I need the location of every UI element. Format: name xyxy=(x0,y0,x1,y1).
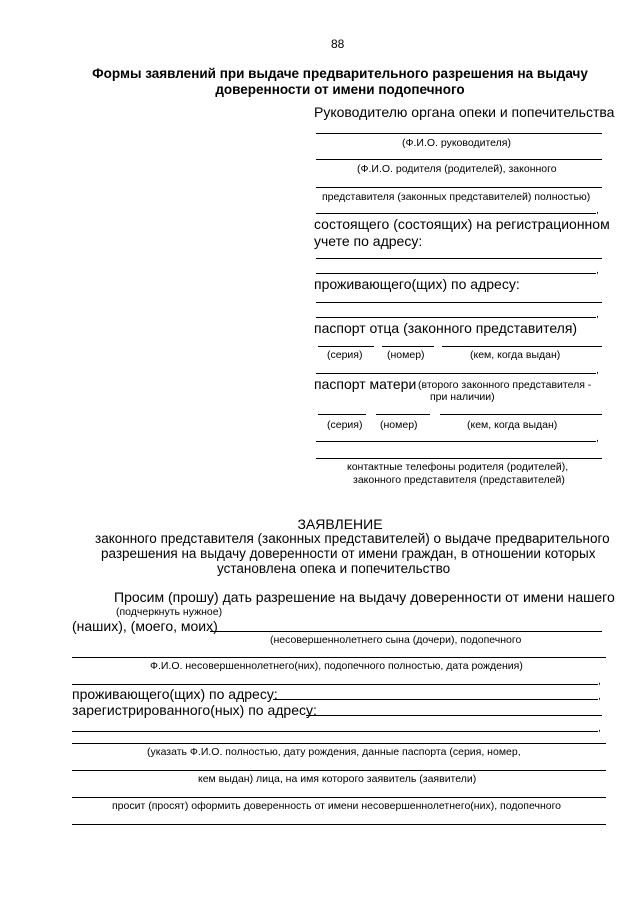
page-number: 88 xyxy=(331,37,345,51)
mother-issued-line[interactable] xyxy=(440,414,602,415)
statement-sub-2: разрешения на выдачу доверенности от имени граждан, в отношении которых xyxy=(101,546,596,561)
statement-registered-line[interactable] xyxy=(306,715,602,716)
comma: , xyxy=(598,690,601,702)
person-line-1[interactable] xyxy=(72,743,606,744)
phones-hint-2: законного представителя (представителей) xyxy=(353,474,565,486)
comma: , xyxy=(596,308,599,320)
hint-person-2: кем выдан) лица, на имя которого заявитель (заявители) xyxy=(198,773,477,785)
director-name-line[interactable] xyxy=(316,133,602,134)
registered-address-line-2[interactable] xyxy=(316,273,596,274)
minor-name-line[interactable] xyxy=(210,631,602,632)
person-line-3[interactable] xyxy=(72,797,606,798)
minor-extra-line[interactable] xyxy=(72,684,598,685)
person-line-2[interactable] xyxy=(72,770,606,771)
addressee: Руководителю органа опеки и попечительства xyxy=(314,104,615,120)
comma: , xyxy=(596,264,599,276)
father-passport-label: паспорт отца (законного представителя) xyxy=(314,320,578,336)
hint-parent-name-1: (Ф.И.О. родителя (родителей), законного xyxy=(357,163,557,175)
statement-registered-line-2[interactable] xyxy=(72,731,598,732)
living-label: проживающего(щих) по адресу: xyxy=(314,276,520,292)
mother-passport-label: паспорт матери xyxy=(314,376,417,392)
mother-series-hint: (серия) xyxy=(327,419,363,431)
mother-note-2: при наличии) xyxy=(430,391,495,403)
parent-name-line-2[interactable] xyxy=(316,187,602,188)
statement-living-line[interactable] xyxy=(273,699,598,700)
comma: , xyxy=(598,675,601,687)
mother-note-1: (второго законного представителя - xyxy=(418,379,592,391)
parent-name-line-3[interactable] xyxy=(316,213,596,214)
ours-mine-label: (наших), (моего, моих) xyxy=(72,618,218,634)
father-extra-line[interactable] xyxy=(316,373,596,374)
father-issued-line[interactable] xyxy=(442,346,602,347)
hint-person-1: (указать Ф.И.О. полностью, дату рождения, данные паспорта (серия, номер, xyxy=(147,746,521,758)
living-address-line-2[interactable] xyxy=(316,317,596,318)
statement-heading: ЗАЯВЛЕНИЕ xyxy=(297,516,383,532)
person-line-4[interactable] xyxy=(72,824,606,825)
father-issued-hint: (кем, когда выдан) xyxy=(470,349,561,361)
underline-hint: (подчеркнуть нужное) xyxy=(116,606,223,618)
comma: , xyxy=(596,204,599,216)
statement-sub-1: законного представителя (законных представителей) о выдаче предварительного xyxy=(95,531,610,546)
hint-minor: (несовершеннолетнего сына (дочери), подопечного xyxy=(270,634,522,646)
title-line-1: Формы заявлений при выдаче предварительного разрешения на выдачу xyxy=(92,66,588,81)
mother-extra-line[interactable] xyxy=(316,441,596,442)
hint-director-name: (Ф.И.О. руководителя) xyxy=(402,137,511,149)
comma: , xyxy=(596,432,599,444)
father-number-hint: (номер) xyxy=(387,349,425,361)
phones-line[interactable] xyxy=(316,458,602,459)
statement-living-label: проживающего(щих) по адресу: xyxy=(72,686,278,702)
parent-name-line[interactable] xyxy=(316,159,602,160)
mother-issued-hint: (кем, когда выдан) xyxy=(467,419,558,431)
hint-parent-name-2: представителя (законных представителей) полностью) xyxy=(322,191,591,203)
registered-label-1: состоящего (состоящих) на регистрационном xyxy=(314,216,610,232)
request-text: Просим (прошу) дать разрешение на выдачу доверенности от имени нашего xyxy=(114,589,615,605)
hint-minor-fio: Ф.И.О. несовершеннолетнего(них), подопечного полностью, дата рождения) xyxy=(150,660,523,672)
living-address-line-1[interactable] xyxy=(316,302,602,303)
registered-address-line-1[interactable] xyxy=(316,258,602,259)
phones-hint-1: контактные телефоны родителя (родителей), xyxy=(347,461,569,473)
registered-label-2: учете по адресу: xyxy=(314,233,423,249)
title-line-2: доверенности от имени подопечного xyxy=(215,82,465,97)
father-number-line[interactable] xyxy=(382,346,434,347)
statement-sub-3: установлена опека и попечительство xyxy=(217,561,451,576)
hint-person-3: просит (просят) оформить доверенность от имени несовершеннолетнего(них), подопечного xyxy=(112,800,562,812)
mother-series-line[interactable] xyxy=(318,414,366,415)
statement-registered-label: зарегистрированного(ных) по адресу: xyxy=(72,702,317,718)
mother-number-hint: (номер) xyxy=(380,419,418,431)
minor-fio-line[interactable] xyxy=(72,657,606,658)
father-series-hint: (серия) xyxy=(327,349,363,361)
page-title xyxy=(60,66,620,98)
father-series-line[interactable] xyxy=(318,346,374,347)
comma: , xyxy=(596,364,599,376)
comma: , xyxy=(598,722,601,734)
mother-number-line[interactable] xyxy=(376,414,430,415)
